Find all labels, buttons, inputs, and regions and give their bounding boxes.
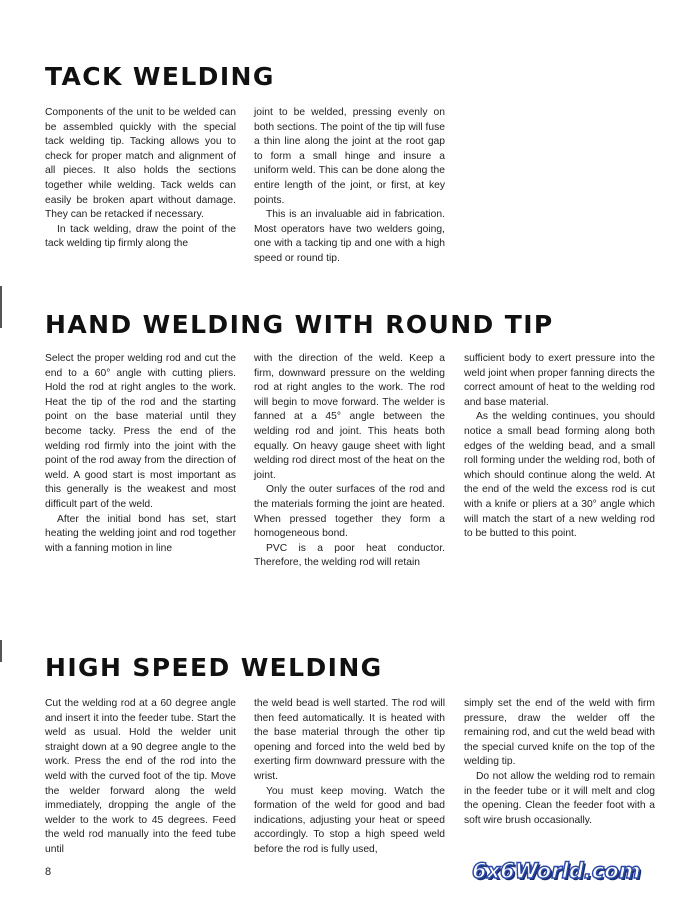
- hand-welding-column-1: [45, 352, 236, 556]
- paragraph: Do not allow the welding rod to remain in the feeder tube or it will melt and clog the opening. Clean the feeder foot with a soft wire brush occasionally.: [464, 770, 655, 826]
- heading-high-speed-welding: HIGH SPEED WELDING: [45, 653, 383, 682]
- hand-welding-column-3: [464, 352, 655, 542]
- paragraph: As the welding continues, you should notice a small bead forming along both edges of the welding bead, and a small roll forming under the welding rod, both of which should continue along the weld. At the end of the weld the excess rod is cut with a knife or pliers at a 30° angle which will match the start of a new welding rod to be butted to this point.: [464, 411, 655, 540]
- paragraph: simply set the end of the weld with firm pressure, draw the welder off the remaining rod, and cut the weld bead with the special curved knife on the top of the welding tip.: [464, 698, 655, 768]
- paragraph: PVC is a poor heat conductor. Therefore, the welding rod will retain: [254, 542, 445, 569]
- hand-welding-column-2: [254, 352, 445, 571]
- watermark-logo: 6x6World.com: [472, 859, 641, 883]
- page-number: 8: [45, 866, 52, 878]
- high-speed-column-2: [254, 697, 445, 858]
- paragraph: Components of the unit to be welded can be assembled quickly with the special tack welding tip. Tacking allows you to check for proper match and alignment of all pieces. It also holds the sections together while welding. Tack welds can easily be broken apart without damage. They can be retacked if necessary.: [45, 107, 236, 221]
- paragraph: In tack welding, draw the point of the tack welding tip firmly along the: [45, 223, 236, 250]
- scan-edge-mark: [0, 286, 2, 328]
- paragraph: After the initial bond has set, start heating the welding joint and rod together with a fanning motion in line: [45, 513, 236, 554]
- paragraph: Select the proper welding rod and cut the end to a 60° angle with cutting pliers. Hold the rod at right angles to the work. Heat the tip of the rod and the starting point on the base material until they become tacky. Press the end of the welding rod firmly into the joint with the point of the rod away from the direction of weld. A good start is most important as this generally is the weakest and most difficult part of the weld.: [45, 353, 236, 510]
- heading-hand-welding-round-tip: HAND WELDING WITH ROUND TIP: [45, 310, 554, 339]
- tack-welding-column-2: [254, 106, 445, 267]
- paragraph: sufficient body to exert pressure into the weld joint when proper fanning directs the correct amount of heat to the welding rod and base material.: [464, 353, 655, 408]
- heading-tack-welding: TACK WELDING: [45, 62, 275, 91]
- paragraph: joint to be welded, pressing evenly on both sections. The point of the tip will fuse a thin line along the joint at the root gap to form a small hinge and insure a uniform weld. This can be done along the entire length of the joint, or first, at key points.: [254, 107, 445, 206]
- high-speed-column-3: [464, 697, 655, 828]
- tack-welding-column-1: [45, 106, 236, 252]
- paragraph: the weld bead is well started. The rod will then feed automatically. It is heated with the base material through the other tip opening and forced into the weld bed by exerting firm downward pressure with the wrist.: [254, 698, 445, 782]
- paragraph: Cut the welding rod at a 60 degree angle and insert it into the feeder tube. Start the weld as usual. Hold the welder unit straight down at a 90 degree angle to the work. Press the end of the rod into the weld with the curved foot of the tip. Move the welder forward along the weld immediately, dropping the angle of the welder to the work to 45 degrees. Feed the weld rod manually into the feed tube until: [45, 698, 236, 855]
- paragraph: This is an invaluable aid in fabrication. Most operators have two welders going, one with a tacking tip and one with a high speed or round tip.: [254, 209, 445, 264]
- scan-edge-mark: [0, 640, 2, 662]
- high-speed-column-1: [45, 697, 236, 858]
- paragraph: with the direction of the weld. Keep a firm, downward pressure on the welding rod at right angles to the work. The rod will begin to move forward. The welder is fanned at a 45° angle between the welding rod and joint. This heats both equally. On heavy gauge sheet with light welding rod direct most of the heat on the joint.: [254, 353, 445, 481]
- paragraph: Only the outer surfaces of the rod and the materials forming the joint are heated. When pressed together they form a homogeneous bond.: [254, 484, 445, 540]
- paragraph: You must keep moving. Watch the formation of the weld for good and bad indications, adjusting your heat or speed accordingly. To stop a high speed weld before the rod is fully used,: [254, 785, 445, 855]
